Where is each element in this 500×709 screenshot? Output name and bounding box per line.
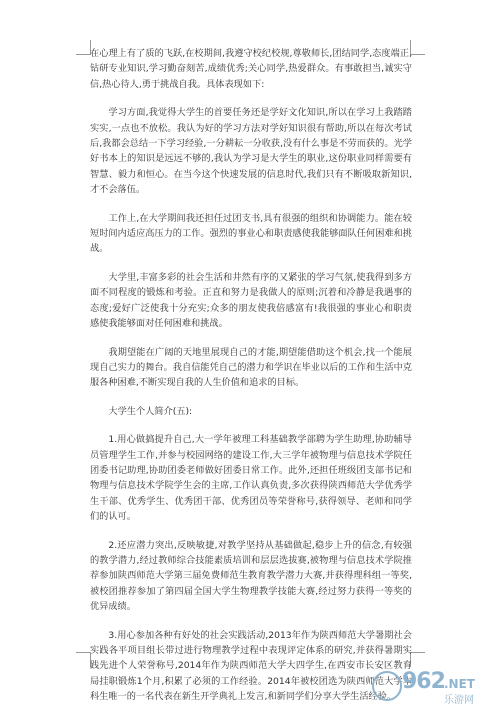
crop-mark-top-left <box>76 40 91 55</box>
document-body <box>90 46 412 705</box>
item-1-paragraph: 1.用心做搞提升自己,大一学年被理工科基础教学部聘为学生助理,协助辅导员管理学生工作,并参与校园网络的建设工作,大三学年被物理与信息技术学院任团委书记助理,协助团委老师做好团委日常工作。此外,还担任班级团支部书记和物理与信息技术学院学生会的主席,工作认真负责,多次获得陕西师范大学优秀学生干部、优秀学生、优秀团干部、优秀团员等荣誉称号,获得领导、老师和同学们的认可。 <box>90 434 412 523</box>
work-paragraph: 工作上,在大学期间我还担任过团支书,具有很强的组织和协调能力。能在较短时间内适应高压力的工作。强烈的事业心和职责感使我能够面队任何困难和挑战。 <box>90 212 412 255</box>
site-watermark-logo <box>372 669 492 706</box>
watermark-subtitle: 乐游网 <box>444 695 474 706</box>
crop-mark-top-right <box>410 40 425 55</box>
watermark-domain: .NET <box>444 677 475 691</box>
section-heading: 大学生个人简介(五): <box>108 405 193 417</box>
aspiration-paragraph: 我期望能在广阔的天地里展现自己的才能,期望能借助这个机会,找一个能展现自己实力的舞台。我自信能凭自己的潜力和学识在毕业以后的工作和生活中克服各种困难,不断实现自我的人生价值和追求的目标。 <box>90 346 412 389</box>
watermark-circle-icon <box>372 671 402 701</box>
study-paragraph: 学习方面,我觉得大学生的首要任务还是学好文化知识,所以在学习上我踏踏实实,一点也不放松。我认为好的学习方法对学好知识很有帮助,所以在每次考试后,我都会总结一下学习经验,一分耕耘一分收获,没有什么事是不劳而获的。光学好书本上的知识是远远不够的,我认为学习是大学生的职业,这份职业同样需要有智慧、毅力和恒心。在当今这个快速发展的信息时代,我们只有不断吸取新知识,才不会落伍。 <box>90 107 412 196</box>
watermark-number: 962 <box>402 669 445 694</box>
crop-mark-bottom-left <box>76 652 91 667</box>
item-3-paragraph: 3.用心参加各种有好处的社会实践活动,2013年作为陕西师范大学暑期社会实践各平项目组长带过进行物理教学过程中表现评定体系的研究,并获得暑期实践先进个人荣誉称号,2014年作为陕西师范大学大四学生,在西安市长安区教育局挂职锻炼1个月,积累了必须的工作经验。2014年被校团选为陕西师范大学本科生唯一的一名代表在新生开学典礼上发言,和新同学们分享大学生活经验。 <box>90 629 412 703</box>
campus-life-paragraph: 大学里,丰富多彩的社会生活和井然有序的又紧张的学习气氛,使我得到多方面不同程度的锻炼和考验。正直和努力是我做人的原则;沉着和冷静是我遇事的态度;爱好广泛使我十分充实;众多的朋友使我倍感富有!我很强的事业心和职责感使我能够面对任何困难和挑战。 <box>90 271 412 330</box>
intro-paragraph: 在心理上有了质的飞跃,在校期间,我遵守校纪校规,尊敬师长,团结同学,态度端正,钻研专业知识,学习勤奋刻苦,成绩优秀;关心同学,热爱群众。有事敢担当,诚实守信,热心待人,勇于挑战自我。具体表现如下: <box>90 48 412 90</box>
crop-mark-bottom-right <box>410 652 425 667</box>
item-2-paragraph: 2.还应潜力突出,反映敏捷,对教学坚持从基础做起,稳步上升的信念,有较强的教学潜力,经过教师综合技能素质培训和层层选拔赛,被物理与信息技术学院推荐参加陕西师范大学第三届免费师范生教育教学潜力大赛,并获得理科组一等奖,被校团推荐参加了第四届全国大学生物理教学技能大赛,经过努力获得一等奖的优异成绩。 <box>90 539 412 613</box>
